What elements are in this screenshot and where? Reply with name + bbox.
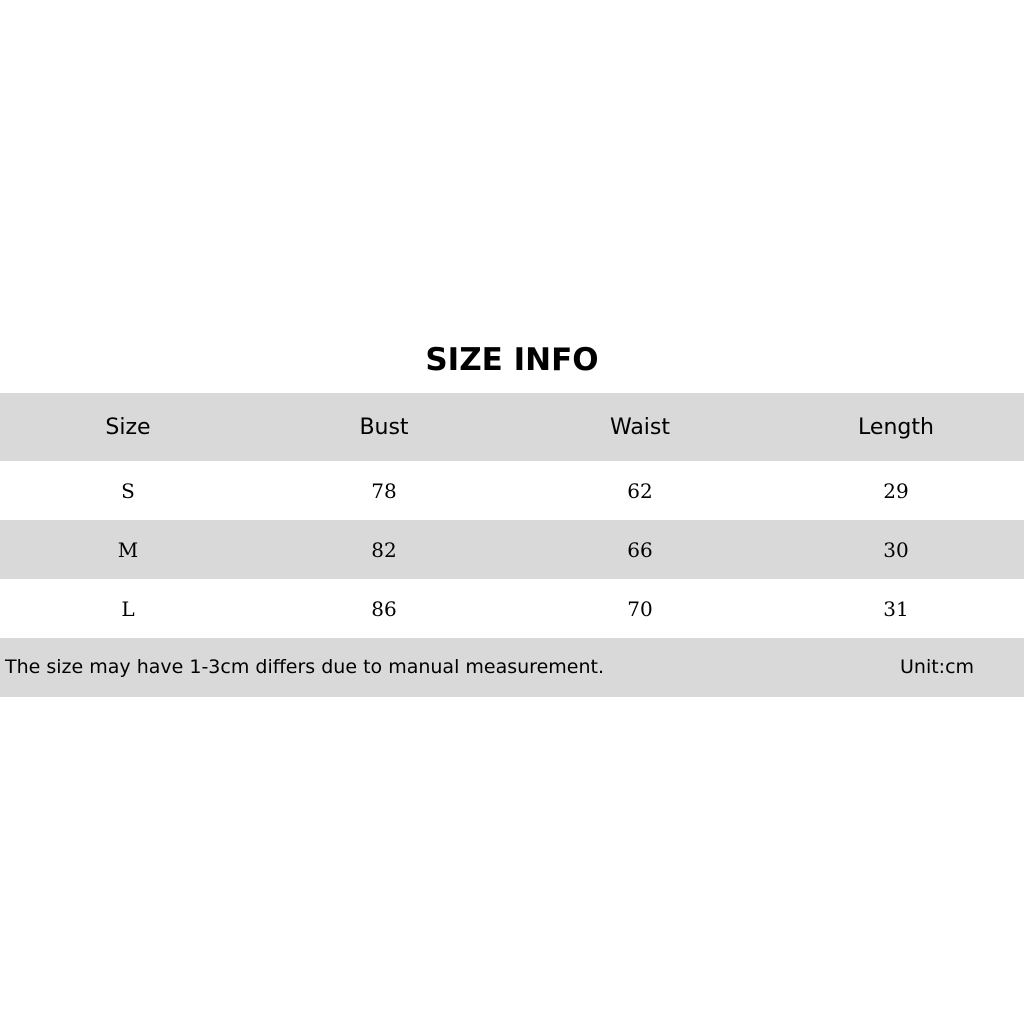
cell-size: M [117,537,139,562]
unit-label: Unit:cm [900,656,975,678]
header-length: Length [858,414,934,440]
size-table [0,393,1024,638]
cell-waist: 66 [627,537,653,562]
table-row [0,461,1024,520]
cell-length: 30 [883,537,909,562]
cell-size: L [121,596,135,621]
cell-size: S [121,478,135,503]
cell-length: 29 [883,478,909,503]
table-footer [0,638,1024,697]
cell-bust: 86 [371,596,397,621]
header-size: Size [105,414,151,440]
header-waist: Waist [609,414,671,440]
cell-length: 31 [883,596,909,621]
cell-bust: 78 [371,478,397,503]
header-bust: Bust [359,414,409,440]
cell-waist: 62 [627,478,653,503]
cell-waist: 70 [627,596,653,621]
cell-bust: 82 [371,537,397,562]
table-row [0,579,1024,638]
measurement-note: The size may have 1-3cm differs due to manual measurement. [5,656,604,678]
table-row [0,520,1024,579]
page-title: SIZE INFO [425,342,599,378]
table-header-row [0,393,1024,461]
